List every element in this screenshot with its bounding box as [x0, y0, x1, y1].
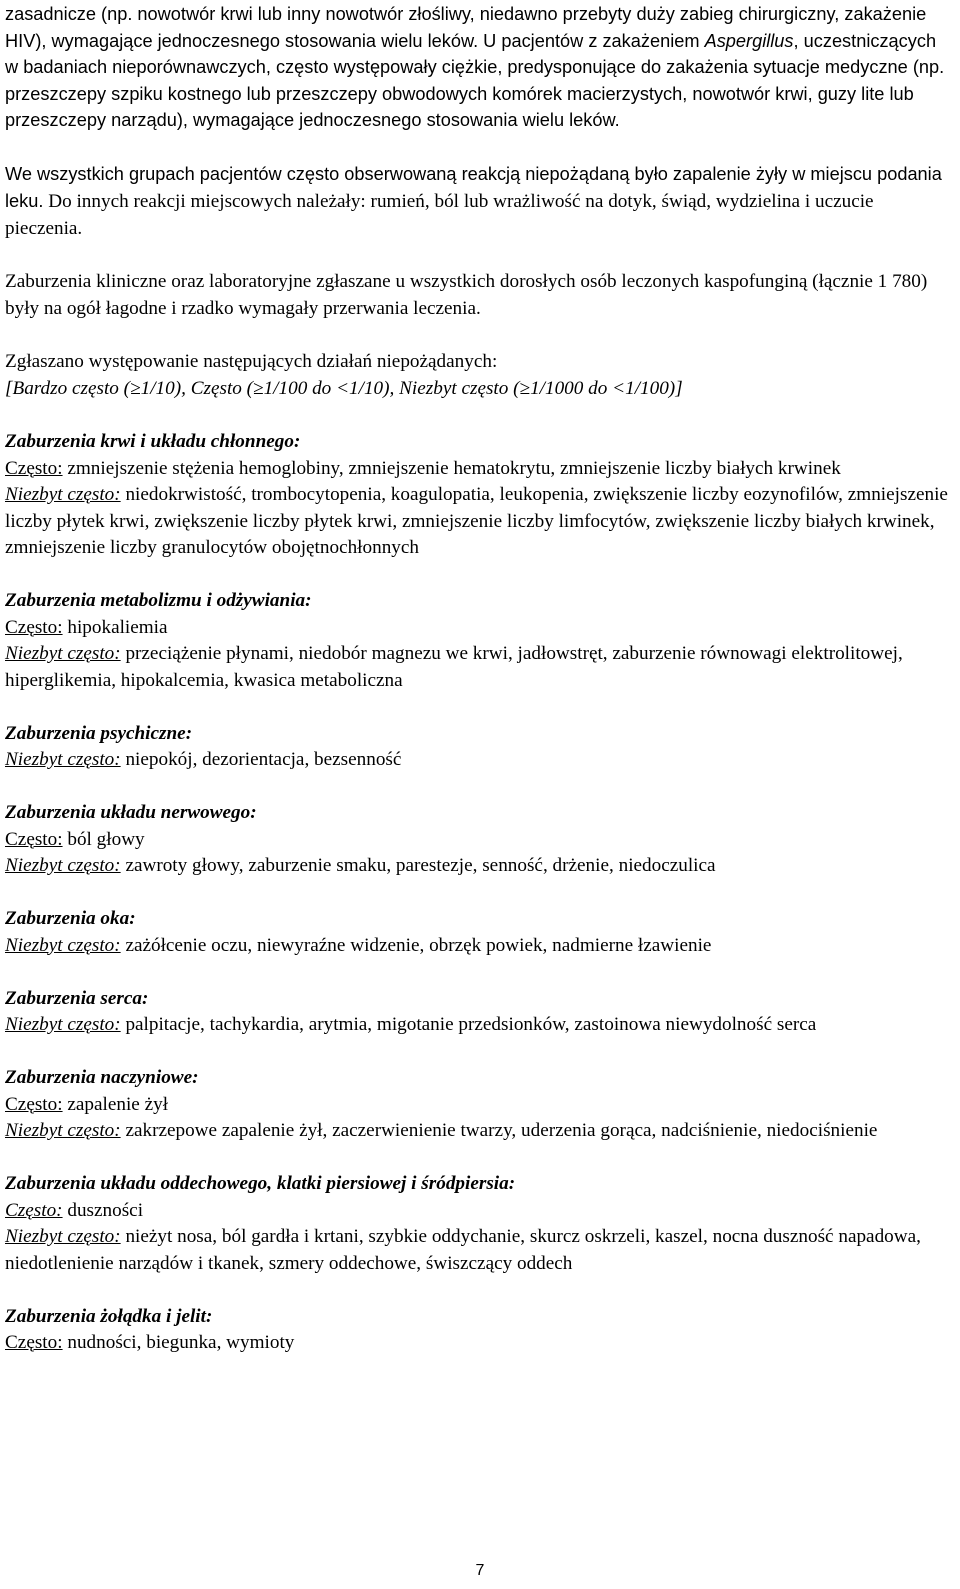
frequency-label: Niezbyt często:	[5, 643, 121, 664]
frequency-definitions: [Bardzo często (≥1/10), Często (≥1/100 do <1/10), Niezbyt często (≥1/1000 do <1/100)]	[5, 377, 683, 399]
frequency-label: Często:	[5, 828, 63, 850]
adverse-effects-intro	[5, 349, 950, 402]
section-respiratory	[5, 1171, 950, 1277]
frequency-label: Niezbyt często:	[5, 484, 121, 505]
entry-text: niepokój, dezorientacja, bezsenność	[120, 749, 402, 770]
section-heading: Zaburzenia układu nerwowego:	[5, 802, 257, 823]
section-heading: Zaburzenia serca:	[5, 987, 149, 1009]
entry	[5, 747, 950, 774]
entry	[5, 1224, 950, 1277]
entry	[5, 1330, 950, 1357]
entry	[5, 853, 950, 880]
entry-text: niedokrwistość, trombocytopenia, koagulopatia, leukopenia, zwiększenie liczby eozynofilów, zmniejszenie liczby płytek krwi, zwiększenie liczby płytek krwi, zmniejszenie liczby limfocytów, zwiększenie liczby białych krwinek, zmniejszenie liczby granulocytów obojętnochłonnych	[5, 484, 948, 558]
frequency-label: Często:	[5, 1199, 63, 1221]
paragraph-text-after: , uczestniczących w badaniach nieporównawczych, często występowały ciężkie, predysponujące do zakażenia sytuacje medyczne (np. przeszczepy szpiku kostnego lub przeszczepy obwodowych komórek macierzystych, nowotwór krwi, guzy lite lub przeszczepy narządu), wymagające jednoczesnego stosowania wielu leków.	[5, 30, 945, 130]
frequency-label: Niezbyt często:	[5, 855, 121, 876]
entry	[5, 482, 950, 562]
paragraph-text-phlebitis: We wszystkich grupach pacjentów często obserwowaną reakcją niepożądaną było zapalenie żyły w miejscu podania leku.	[5, 163, 942, 211]
entry	[5, 1012, 950, 1039]
frequency-label: Niezbyt często:	[5, 1120, 121, 1141]
section-heading: Zaburzenia oka:	[5, 908, 136, 929]
entry-text: duszności	[62, 1199, 144, 1221]
section-heading: Zaburzenia metabolizmu i odżywiania:	[5, 590, 312, 611]
entry-text: nieżyt nosa, ból gardła i krtani, szybkie oddychanie, skurcz oskrzeli, kaszel, nocna duszność napadowa, niedotlenienie narządów i tkanek, szmery oddechowe, świszczący oddech	[5, 1226, 921, 1274]
frequency-label: Często:	[5, 1093, 63, 1115]
entry-text: zakrzepowe zapalenie żył, zaczerwienienie twarzy, uderzenia gorąca, nadciśnienie, niedociśnienie	[120, 1120, 878, 1141]
entry	[5, 1198, 950, 1225]
entry-text: palpitacje, tachykardia, arytmia, migotanie przedsionków, zastoinowa niewydolność serca	[120, 1014, 817, 1035]
entry-text: zażółcenie oczu, niewyraźne widzenie, obrzęk powiek, nadmierne łzawienie	[120, 934, 712, 956]
entry-text: ból głowy	[62, 828, 145, 850]
section-nervous-system	[5, 800, 950, 880]
page-number: 7	[475, 1562, 485, 1579]
section-heading: Zaburzenia psychiczne:	[5, 722, 193, 744]
entry-text: zmniejszenie stężenia hemoglobiny, zmniejszenie hematokrytu, zmniejszenie liczby białych krwinek	[62, 457, 841, 479]
paragraph-text-other-reactions: Do innych reakcji miejscowych należały: rumień, ból lub wrażliwość na dotyk, świąd, wydzielina i uczucie pieczenia.	[5, 191, 874, 239]
section-vascular	[5, 1065, 950, 1145]
entry	[5, 456, 950, 483]
entry	[5, 615, 950, 642]
paragraph-clinical-disorders: Zaburzenia kliniczne oraz laboratoryjne zgłaszane u wszystkich dorosłych osób leczonych kaspofunginą (łącznie 1 780) były na ogół łagodne i rzadko wymagały przerwania leczenia.	[5, 271, 928, 319]
frequency-label: Często:	[5, 616, 63, 638]
document-page	[5, 1, 950, 1383]
entry	[5, 1092, 950, 1119]
organism-name: Aspergillus	[704, 30, 794, 51]
frequency-label: Często:	[5, 1332, 63, 1353]
entry	[5, 641, 950, 694]
section-psychiatric	[5, 721, 950, 774]
entry-text: hipokaliemia	[62, 616, 168, 638]
section-gastrointestinal	[5, 1304, 950, 1357]
frequency-label: Niezbyt często:	[5, 749, 121, 770]
section-eye	[5, 906, 950, 959]
paragraph-local-reactions	[5, 161, 950, 243]
intro-line: Zgłaszano występowanie następujących działań niepożądanych:	[5, 351, 498, 372]
entry-text: zawroty głowy, zaburzenie smaku, parestezje, senność, drżenie, niedoczulica	[120, 855, 716, 876]
entry	[5, 933, 950, 960]
section-heading: Zaburzenia układu oddechowego, klatki piersiowej i śródpiersia:	[5, 1173, 516, 1194]
section-heading: Zaburzenia żołądka i jelit:	[5, 1305, 213, 1327]
section-heading: Zaburzenia krwi i układu chłonnego:	[5, 431, 301, 452]
frequency-label: Niezbyt często:	[5, 1014, 121, 1035]
section-blood	[5, 429, 950, 562]
frequency-label: Niezbyt często:	[5, 1226, 121, 1247]
entry-text: nudności, biegunka, wymioty	[62, 1332, 295, 1353]
section-metabolism	[5, 588, 950, 694]
entry-text: zapalenie żył	[62, 1093, 169, 1115]
paragraph-patient-conditions	[5, 1, 950, 134]
entry	[5, 1118, 950, 1145]
entry-text: przeciążenie płynami, niedobór magnezu we krwi, jadłowstręt, zaburzenie równowagi elektrolitowej, hiperglikemia, hipokalcemia, kwasica metaboliczna	[5, 643, 903, 691]
paragraph-text-before: zasadnicze (np. nowotwór krwi lub inny nowotwór złośliwy, niedawno przebyty duży zabieg chirurgiczny, zakażenie HIV), wymagające jednoczesnego stosowania wielu leków. U pacjentów z zakażeniem	[5, 4, 927, 51]
entry	[5, 827, 950, 854]
frequency-label: Niezbyt często:	[5, 934, 121, 956]
section-cardiac	[5, 986, 950, 1039]
frequency-label: Często:	[5, 457, 63, 479]
section-heading: Zaburzenia naczyniowe:	[5, 1067, 199, 1088]
